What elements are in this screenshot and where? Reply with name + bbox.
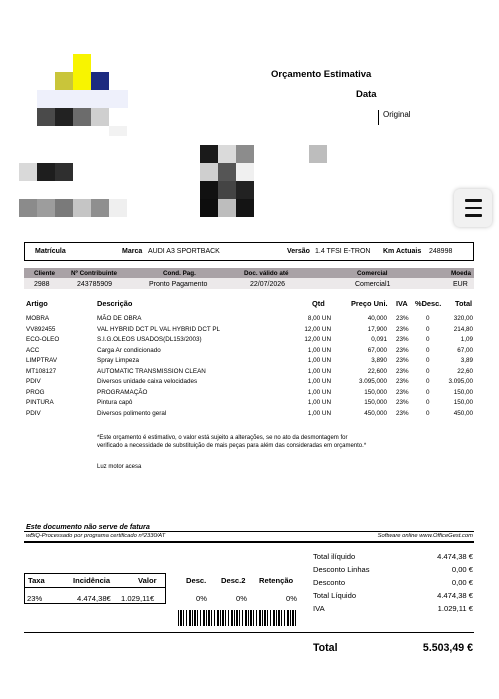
incidencia-label: Incidência <box>73 576 111 585</box>
taxa-label: Taxa <box>28 576 45 585</box>
item-preco: 3.095,000 <box>358 378 387 385</box>
table-row <box>0 347 499 357</box>
certified-text: wBiQ-Processado por programa certificado nº2330/AT <box>26 533 166 539</box>
note-line-1: *Este orçamento é estimativo, o valor está sujeito a alterações, se no ato da desmontagem for <box>97 435 348 441</box>
item-total: 3.095,00 <box>448 378 473 385</box>
iva-total-label: IVA <box>313 604 325 613</box>
valor-label: Valor <box>138 576 157 585</box>
marca-value: AUDI A3 SPORTBACK <box>148 248 220 255</box>
item-total: 320,00 <box>453 315 473 322</box>
item-iva: 23% <box>396 388 409 396</box>
note-line-3: Luz motor acesa <box>97 464 142 470</box>
desc-column-header: %Desc. <box>415 299 442 308</box>
item-preco: 67,000 <box>367 346 387 354</box>
item-desc: 0 <box>426 409 430 417</box>
moeda-value: EUR <box>453 280 468 288</box>
item-qtd: 8,00 UN <box>307 315 331 322</box>
item-preco: 17,900 <box>367 325 387 333</box>
table-row <box>0 326 499 336</box>
preco-column-header: Preço Uni. <box>351 299 388 308</box>
item-descricao: Carga Ar condicionado <box>97 346 161 354</box>
item-artigo: PROG <box>26 388 45 396</box>
item-descricao: VAL HYBRID DCT PL VAL HYBRID DCT PL <box>97 325 221 333</box>
comercial-header: Comercial <box>357 269 388 277</box>
item-desc: 0 <box>426 346 430 354</box>
item-descricao: AUTOMATIC TRANSMISSION CLEAN <box>97 367 206 375</box>
desconto-label: Desconto <box>313 578 346 587</box>
item-desc: 0 <box>426 399 430 406</box>
grand-total-value: 5.503,49 € <box>422 642 473 654</box>
descricao-column-header: Descrição <box>97 299 133 308</box>
item-preco: 0,091 <box>371 336 387 343</box>
retencao-value: 0% <box>286 594 297 603</box>
items-table <box>0 315 499 425</box>
cliente-value: 2988 <box>34 280 50 288</box>
item-iva: 23% <box>396 315 409 322</box>
cond-pag-header: Cond. Pag. <box>163 269 196 277</box>
doc-valido-header: Doc. válido até <box>244 269 289 277</box>
item-iva: 23% <box>396 357 409 364</box>
item-artigo: PDIV <box>26 378 41 385</box>
desc-value: 0% <box>196 594 207 603</box>
taxa-value: 23% <box>27 594 43 603</box>
table-row <box>0 357 499 367</box>
marca-label: Marca <box>122 248 143 255</box>
item-preco: 40,000 <box>367 315 387 322</box>
comercial-value: Comercial1 <box>355 280 391 288</box>
item-descricao: MÃO DE OBRA <box>97 315 142 322</box>
item-preco: 3,890 <box>371 357 387 364</box>
item-descricao: Diversos unidade caixa velocidades <box>97 378 198 385</box>
item-total: 3,89 <box>460 357 473 364</box>
moeda-header: Moeda <box>451 269 471 277</box>
item-iva: 23% <box>396 378 409 385</box>
grand-total-label: Total <box>313 642 338 654</box>
item-preco: 22,600 <box>367 367 387 375</box>
note-line-2: verificado a necessidade de substituição de mais peças para além das consideradas em orçamento.* <box>97 443 367 449</box>
table-row <box>0 368 499 378</box>
item-desc: 0 <box>426 367 430 375</box>
total-divider <box>24 632 474 633</box>
km-label: Km Actuais <box>383 248 422 255</box>
item-descricao: PROGRAMAÇÃO <box>97 388 148 396</box>
table-row <box>0 378 499 388</box>
iva-total-value: 1.029,11 € <box>437 604 473 613</box>
iva-column-header: IVA <box>396 299 408 308</box>
versao-label: Versão <box>287 248 310 255</box>
item-artigo: PINTURA <box>26 399 54 406</box>
item-artigo: LIMPTRAV <box>26 357 58 364</box>
document-title: Orçamento Estimativa <box>271 69 372 80</box>
qtd-column-header: Qtd <box>312 299 325 308</box>
table-row <box>0 410 499 420</box>
item-artigo: MOBRA <box>26 315 50 322</box>
item-iva: 23% <box>396 399 409 406</box>
item-desc: 0 <box>426 336 430 343</box>
item-preco: 150,000 <box>364 388 387 396</box>
total-liquido-value: 4.474,38 € <box>437 591 473 600</box>
item-qtd: 1,00 UN <box>307 378 331 385</box>
item-total: 67,00 <box>457 346 473 354</box>
matricula-label: Matrícula <box>35 248 66 255</box>
doc-valido-value: 22/07/2026 <box>250 280 286 288</box>
disclaimer-text: Este documento não serve de fatura <box>26 522 150 531</box>
item-descricao: Spray Limpeza <box>97 357 139 364</box>
cliente-header: Cliente <box>34 269 55 277</box>
tax-summary-divider <box>24 587 166 588</box>
desconto-linhas-value: 0,00 € <box>451 565 473 574</box>
total-iliquido-value: 4.474,38 € <box>437 552 473 561</box>
item-descricao: Pintura capô <box>97 399 133 406</box>
item-artigo: ACC <box>26 346 40 354</box>
item-desc: 0 <box>426 378 430 385</box>
item-total: 214,80 <box>453 325 473 333</box>
software-text: Software online www.OfficeGest.com <box>377 533 473 539</box>
contribuinte-header: Nº Contribuinte <box>71 269 118 277</box>
desconto-linhas-label: Desconto Linhas <box>313 565 370 574</box>
contribuinte-value: 243785909 <box>77 280 113 288</box>
km-value: 248998 <box>429 248 453 255</box>
copy-divider <box>378 110 379 125</box>
item-artigo: ECO-OLEO <box>26 336 60 343</box>
item-desc: 0 <box>426 325 430 333</box>
copy-label: Original <box>383 110 411 119</box>
item-qtd: 12,00 UN <box>304 325 331 333</box>
item-qtd: 1,00 UN <box>307 399 331 406</box>
cond-pag-value: Pronto Pagamento <box>149 280 208 288</box>
item-artigo: PDIV <box>26 409 41 417</box>
item-total: 1,09 <box>460 336 473 343</box>
item-artigo: MT108127 <box>26 367 57 375</box>
item-qtd: 1,00 UN <box>307 346 331 354</box>
item-descricao: S.I.G.OLEOS USADOS(DL153/2003) <box>97 336 202 343</box>
retencao-label: Retenção <box>259 576 294 585</box>
item-desc: 0 <box>426 315 430 322</box>
footer-thick-divider <box>24 541 474 543</box>
footer-divider <box>24 531 474 532</box>
item-desc: 0 <box>426 357 430 364</box>
item-qtd: 1,00 UN <box>307 357 331 364</box>
item-total: 22,60 <box>457 367 473 375</box>
table-row <box>0 389 499 399</box>
item-desc: 0 <box>426 388 430 396</box>
date-label: Data <box>356 89 377 100</box>
total-iliquido-label: Total ilíquido <box>313 552 356 561</box>
item-total: 150,00 <box>453 388 473 396</box>
table-row <box>0 336 499 346</box>
total-liquido-label: Total Líquido <box>313 591 357 600</box>
desc-label: Desc. <box>186 576 207 585</box>
item-iva: 23% <box>396 336 409 343</box>
item-qtd: 1,00 UN <box>307 367 331 375</box>
item-artigo: VV892455 <box>26 325 56 333</box>
table-row <box>0 315 499 325</box>
item-descricao: Diversos polimento geral <box>97 409 167 417</box>
item-qtd: 1,00 UN <box>307 409 331 417</box>
item-preco: 450,000 <box>364 409 387 417</box>
item-total: 150,00 <box>453 399 473 406</box>
item-qtd: 12,00 UN <box>304 336 331 343</box>
item-iva: 23% <box>396 325 409 333</box>
menu-icon[interactable] <box>454 189 492 227</box>
versao-value: 1.4 TFSI E-TRON <box>315 248 371 255</box>
barcode <box>178 610 296 626</box>
artigo-column-header: Artigo <box>26 299 48 308</box>
item-iva: 23% <box>396 409 409 417</box>
item-iva: 23% <box>396 346 409 354</box>
desc2-label: Desc.2 <box>221 576 246 585</box>
valor-value: 1.029,11€ <box>121 594 155 603</box>
table-row <box>0 399 499 409</box>
item-qtd: 1,00 UN <box>307 388 331 396</box>
desc2-value: 0% <box>236 594 247 603</box>
item-iva: 23% <box>396 367 409 375</box>
item-preco: 150,000 <box>364 399 387 406</box>
desconto-value: 0,00 € <box>451 578 473 587</box>
total-column-header: Total <box>455 299 473 308</box>
incidencia-value: 4.474,38€ <box>77 594 111 603</box>
item-total: 450,00 <box>453 409 473 417</box>
